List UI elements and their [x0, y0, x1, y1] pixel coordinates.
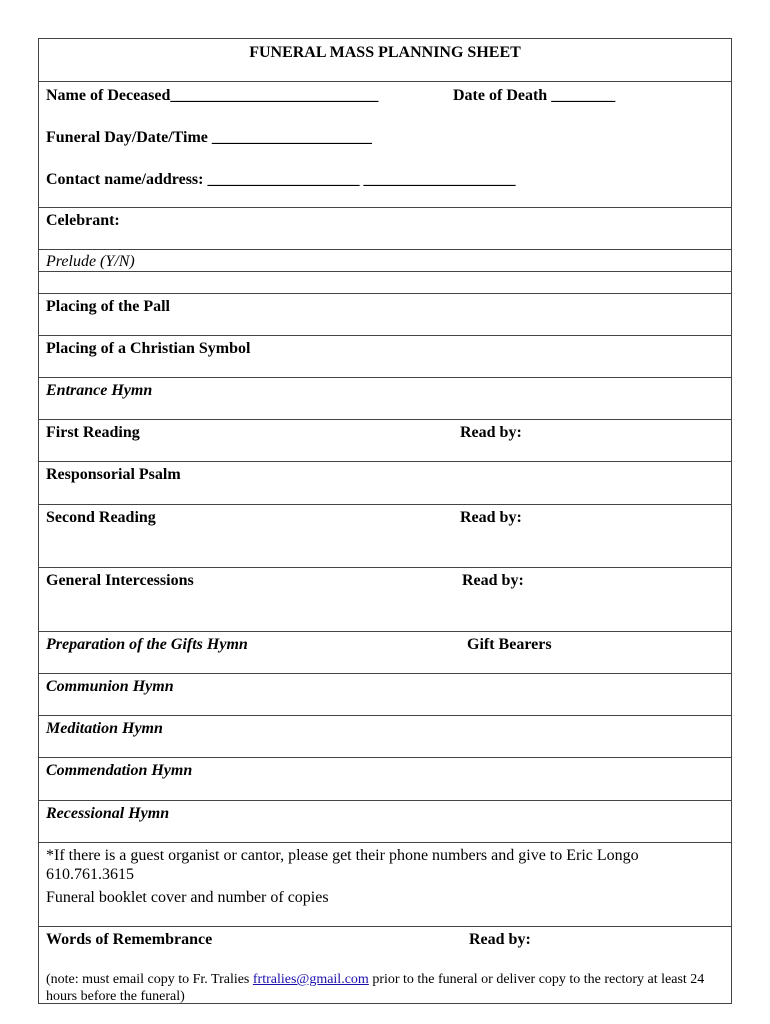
second-reading-read-by[interactable]: Read by:	[460, 509, 522, 526]
pall-row[interactable]	[39, 293, 731, 336]
second-reading-row[interactable]	[39, 504, 731, 568]
prelude-row[interactable]	[39, 249, 731, 272]
remembrance-row[interactable]	[39, 926, 731, 1006]
celebrant-label: Celebrant:	[46, 212, 120, 229]
gifts-hymn-row[interactable]	[39, 631, 731, 674]
psalm-row[interactable]	[39, 461, 731, 505]
recessional-hymn-label: Recessional Hymn	[46, 805, 170, 822]
guest-note-line1: *If there is a guest organist or cantor, please get their phone numbers and give to Eric Longo	[46, 847, 639, 864]
entrance-hymn-label: Entrance Hymn	[46, 382, 153, 399]
second-reading-label: Second Reading	[46, 509, 156, 526]
prelude-label: Prelude (Y/N)	[46, 253, 135, 270]
guest-note-row	[39, 842, 731, 927]
email-note	[46, 971, 726, 1005]
booklet-label: Funeral booklet cover and number of copies	[46, 889, 329, 906]
gift-bearers-field[interactable]: Gift Bearers	[467, 636, 552, 653]
recessional-hymn-row[interactable]	[39, 800, 731, 843]
header-block	[39, 81, 731, 208]
email-link[interactable]: frtralies@gmail.com	[252, 972, 369, 987]
communion-hymn-label: Communion Hymn	[46, 678, 174, 695]
intercessions-row[interactable]	[39, 567, 731, 632]
symbol-row[interactable]	[39, 335, 731, 378]
date-of-death-field[interactable]: Date of Death ________	[453, 87, 616, 104]
contact-field[interactable]: Contact name/address: ___________________ ___________________	[46, 171, 516, 188]
remembrance-read-by[interactable]: Read by:	[469, 931, 531, 948]
gifts-hymn-label: Preparation of the Gifts Hymn	[46, 636, 248, 653]
celebrant-row[interactable]	[39, 207, 731, 250]
name-of-deceased-field[interactable]: Name of Deceased__________________________	[46, 87, 379, 104]
intercessions-read-by[interactable]: Read by:	[462, 572, 524, 589]
sheet-title: FUNERAL MASS PLANNING SHEET	[249, 44, 521, 61]
pall-label: Placing of the Pall	[46, 298, 170, 315]
email-note-text-before: (note: must email copy to Fr. Tralies	[46, 972, 253, 987]
first-reading-read-by[interactable]: Read by:	[460, 424, 522, 441]
entrance-hymn-row[interactable]	[39, 377, 731, 420]
blank-row	[39, 271, 731, 294]
psalm-label: Responsorial Psalm	[46, 466, 181, 483]
communion-hymn-row[interactable]	[39, 673, 731, 716]
symbol-label: Placing of a Christian Symbol	[46, 340, 251, 357]
first-reading-row[interactable]	[39, 419, 731, 462]
email-note-text-after: prior to the funeral or deliver copy to the rectory at least 24 hours before the funeral)	[46, 972, 705, 1004]
commendation-hymn-row[interactable]	[39, 757, 731, 801]
intercessions-label: General Intercessions	[46, 572, 194, 589]
meditation-hymn-label: Meditation Hymn	[46, 720, 163, 737]
funeral-datetime-field[interactable]: Funeral Day/Date/Time ____________________	[46, 129, 372, 146]
remembrance-label: Words of Remembrance	[46, 931, 213, 948]
commendation-hymn-label: Commendation Hymn	[46, 762, 193, 779]
first-reading-label: First Reading	[46, 424, 140, 441]
planning-sheet	[38, 38, 732, 1004]
meditation-hymn-row[interactable]	[39, 715, 731, 758]
guest-note-phone: 610.761.3615	[46, 866, 134, 883]
